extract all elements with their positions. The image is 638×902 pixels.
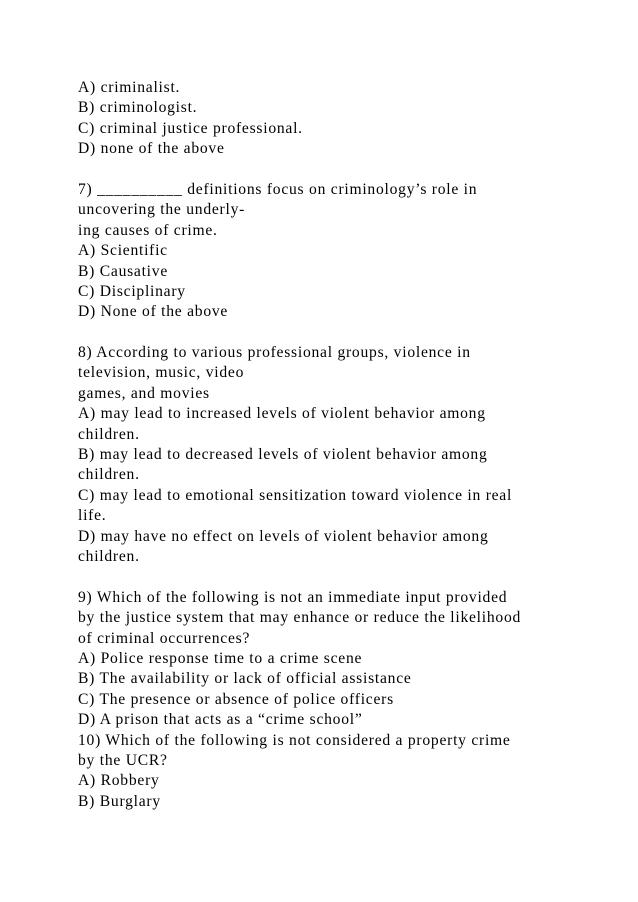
- text-line: B) The availability or lack of official assistance: [78, 670, 412, 688]
- text-line: D) may have no effect on levels of violent behavior among: [78, 527, 489, 545]
- text-line: B) Causative: [78, 262, 168, 280]
- text-line: life.: [78, 507, 107, 525]
- text-line: by the UCR?: [78, 751, 168, 769]
- text-line: [78, 323, 618, 343]
- text-line: A) Scientific: [78, 242, 168, 260]
- text-line: children.: [78, 425, 140, 443]
- text-line: A) Police response time to a crime scene: [78, 649, 363, 667]
- text-line: C) criminal justice professional.: [78, 119, 303, 137]
- text-line: A) criminalist.: [78, 79, 181, 96]
- text-line: games, and movies: [78, 384, 210, 402]
- text-line: of criminal occurrences?: [78, 629, 251, 647]
- text-line: B) may lead to decreased levels of violent behavior among: [78, 446, 488, 464]
- text-line: children.: [78, 547, 140, 565]
- text-line: D) None of the above: [78, 303, 229, 321]
- text-line: C) Disciplinary: [78, 282, 186, 300]
- text-line: 9) Which of the following is not an immediate input provided: [78, 588, 508, 606]
- text-line: [78, 567, 618, 587]
- document-text: [78, 78, 618, 812]
- text-line: by the justice system that may enhance or reduce the likelihood: [78, 609, 522, 627]
- text-line: A) may lead to increased levels of violent behavior among: [78, 405, 486, 423]
- text-line: C) may lead to emotional sensitization toward violence in real: [78, 486, 513, 504]
- text-line: uncovering the underly-: [78, 201, 246, 219]
- text-line: C) The presence or absence of police officers: [78, 690, 394, 708]
- text-line: television, music, video: [78, 364, 245, 382]
- text-line: 7) __________ definitions focus on criminology’s role in: [78, 180, 478, 198]
- text-line: A) Robbery: [78, 772, 160, 790]
- text-line: 10) Which of the following is not considered a property crime: [78, 731, 511, 749]
- text-line: [78, 160, 618, 180]
- text-line: children.: [78, 466, 140, 484]
- text-line: D) A prison that acts as a “crime school”: [78, 711, 363, 729]
- text-line: B) Burglary: [78, 792, 161, 810]
- text-line: D) none of the above: [78, 140, 225, 158]
- text-line: 8) According to various professional groups, violence in: [78, 344, 471, 362]
- text-line: ing causes of crime.: [78, 221, 218, 239]
- text-line: B) criminologist.: [78, 99, 198, 117]
